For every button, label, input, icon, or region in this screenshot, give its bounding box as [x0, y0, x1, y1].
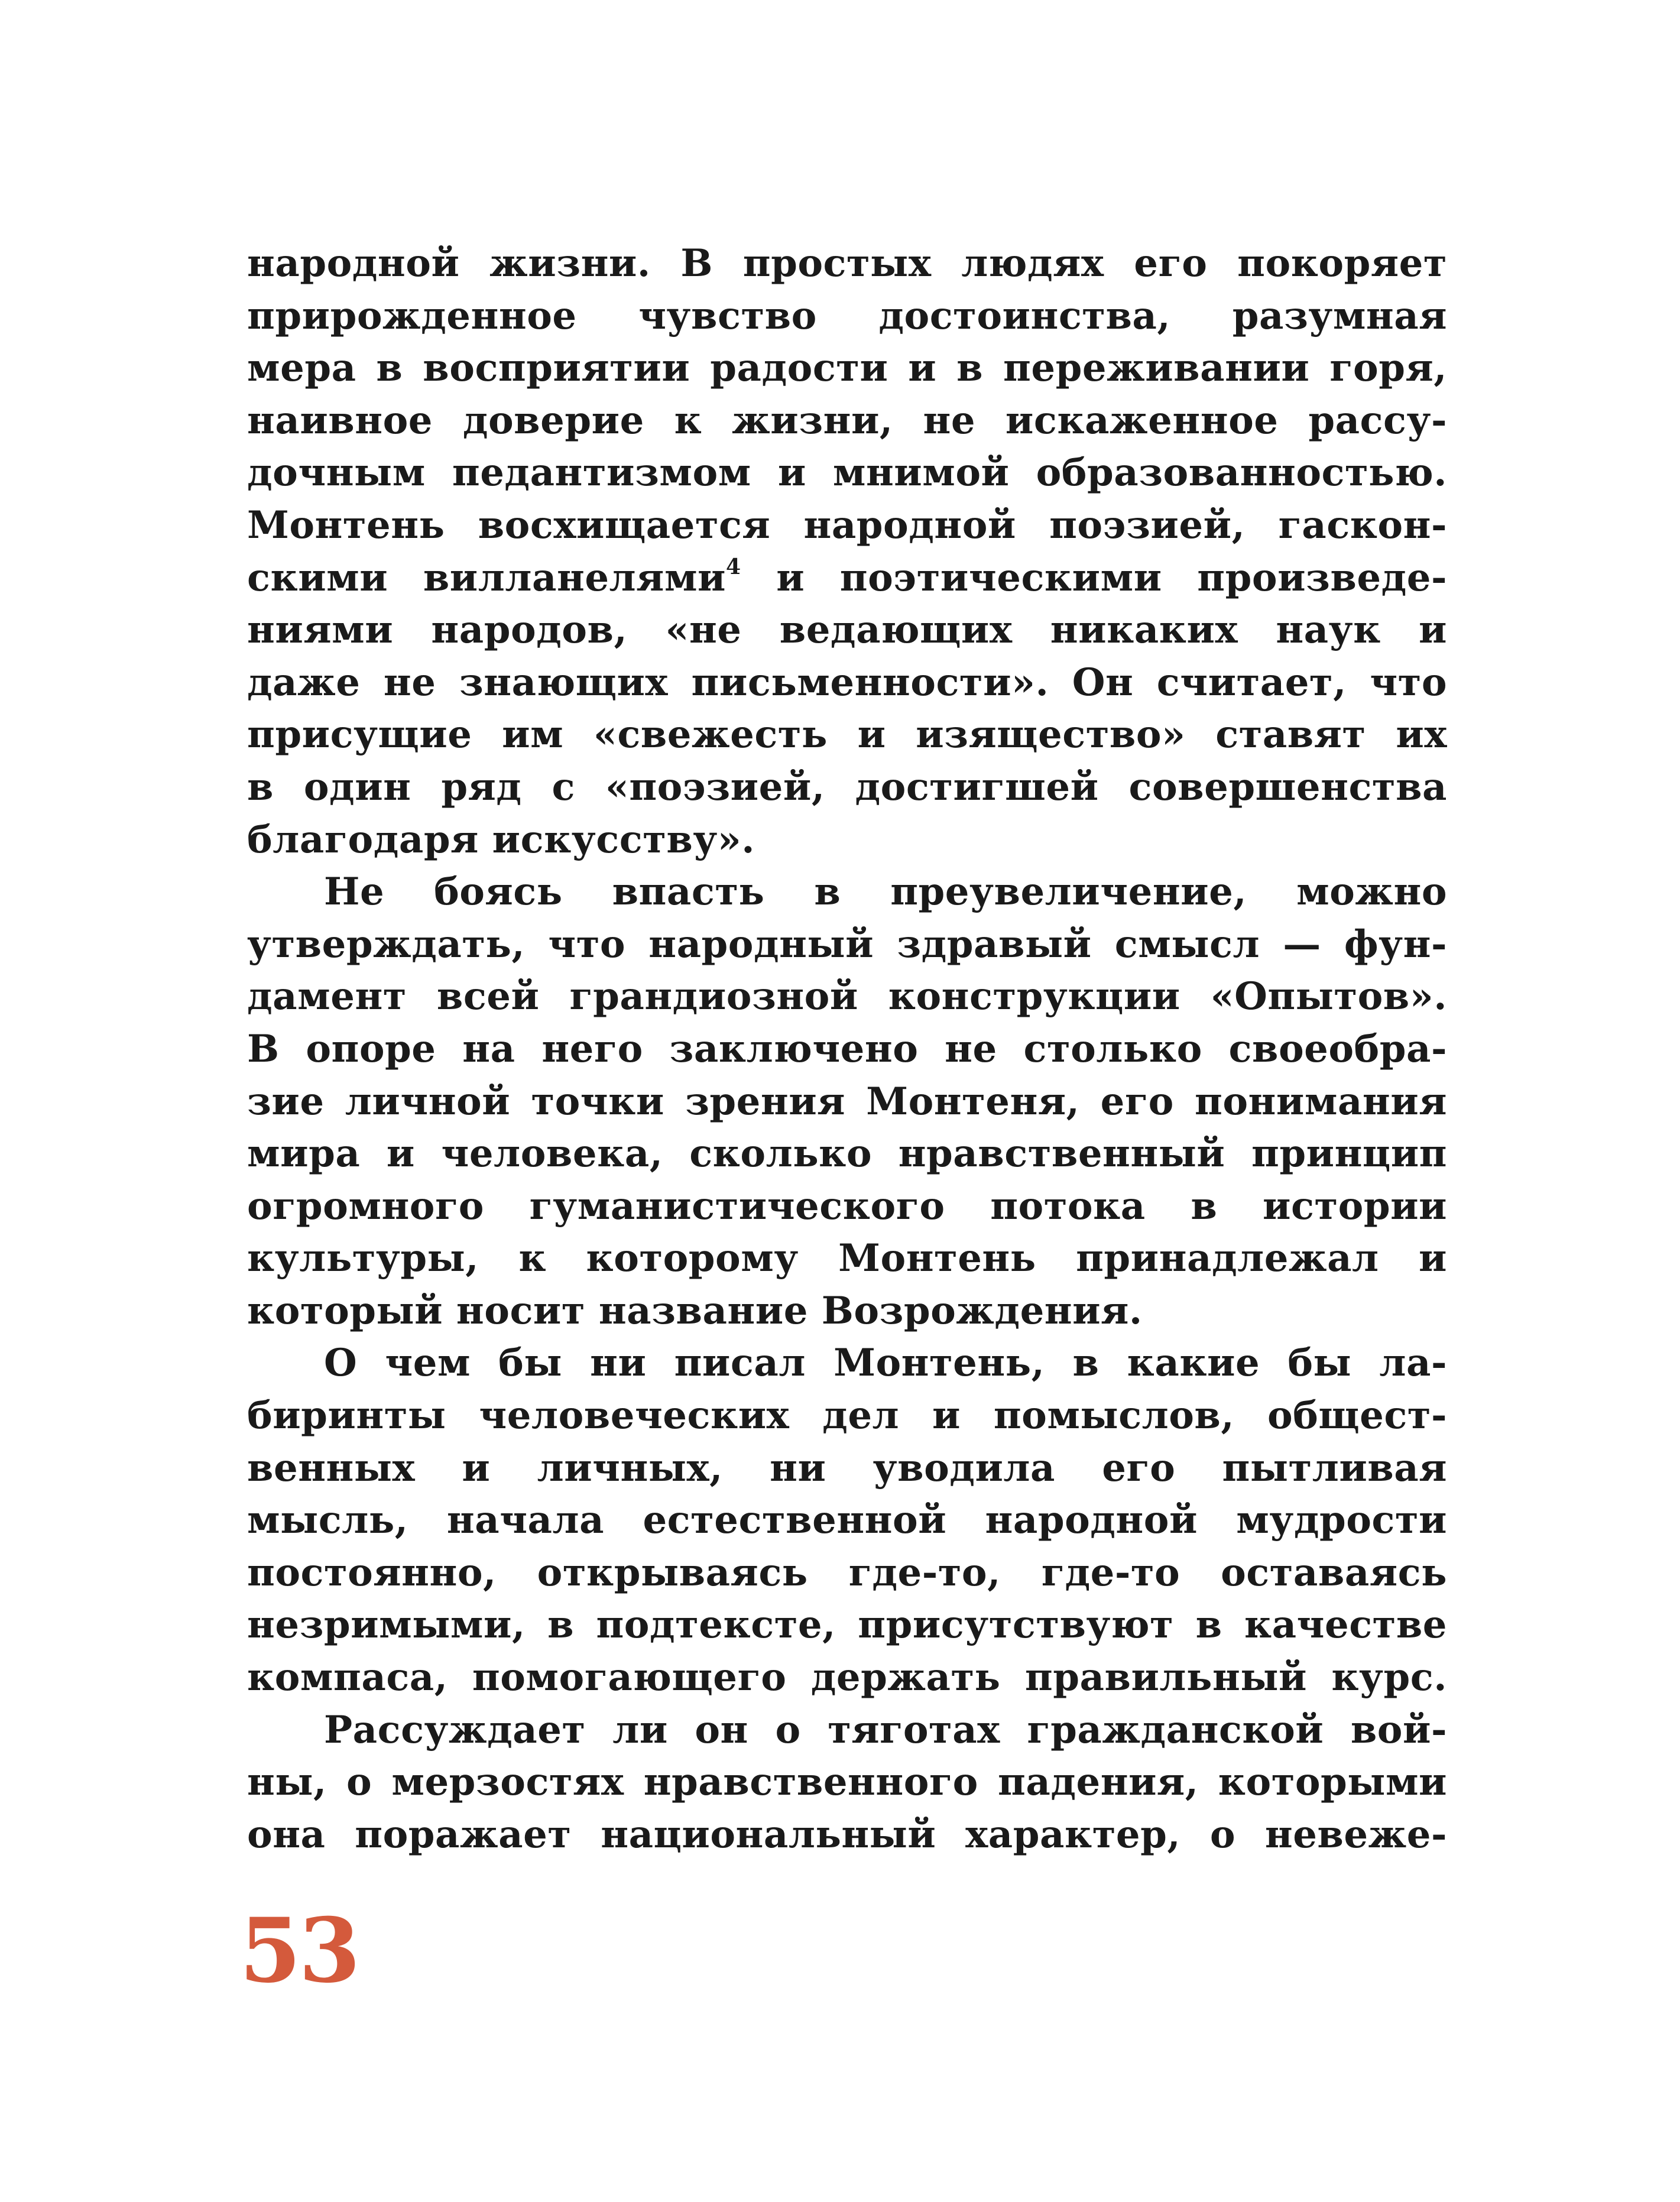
text-line: ниями народов, «не ведающих никаких наук и — [247, 608, 1447, 653]
text-line: постоянно, открываясь где-то, где-то оставаясь — [247, 1550, 1447, 1595]
text-line: который носит название Возрождения. — [247, 1288, 1143, 1333]
text-line: биринты человеческих дел и помыслов, общест- — [247, 1393, 1447, 1438]
paragraph-first-line: Не боясь впасть в преувеличение, можно — [324, 870, 1447, 914]
text-line: В опоре на него заключено не столько своеобра- — [247, 1026, 1447, 1071]
text-fragment: и поэтическими произведе- — [776, 555, 1447, 600]
text-line: компаса, помогающего держать правильный курс. — [247, 1655, 1447, 1700]
text-line: утверждать, что народный здравый смысл — фун- — [247, 922, 1447, 967]
text-line: культуры, к которому Монтень принадлежал и — [247, 1236, 1447, 1281]
text-line: ны, о мерзостях нравственного падения, которыми — [247, 1760, 1447, 1805]
text-line: прирожденное чувство достоинства, разумная — [247, 293, 1447, 338]
footnote-marker[interactable]: 4 — [726, 554, 741, 579]
text-line: она поражает национальный характер, о невеже- — [247, 1812, 1447, 1857]
paragraph-first-line: Рассуждает ли он о тяготах гражданской вой- — [324, 1707, 1447, 1752]
text-line: Монтень восхищается народной поэзией, гаскон- — [247, 502, 1447, 547]
text-line: мысль, начала естественной народной мудрости — [247, 1498, 1447, 1543]
page-number: 53 — [239, 1899, 358, 2003]
text-line: дочным педантизмом и мнимой образованностью. — [247, 450, 1447, 495]
text-line: даже не знающих письменности». Он считает, что — [247, 660, 1447, 705]
text-line: огромного гуманистического потока в истории — [247, 1183, 1447, 1228]
text-line: дамент всей грандиозной конструкции «Опытов». — [247, 974, 1447, 1019]
text-line: мира и человека, сколько нравственный принцип — [247, 1131, 1447, 1176]
text-line-with-footnote — [247, 552, 1447, 605]
text-line: присущие им «свежесть и изящество» ставят их — [247, 712, 1447, 757]
body-text — [247, 238, 1447, 1861]
text-line: незримыми, в подтексте, присутствуют в качестве — [247, 1603, 1447, 1648]
text-fragment: скими вилланелями — [247, 555, 727, 600]
text-line: венных и личных, ни уводила его пытливая — [247, 1445, 1447, 1490]
text-line: наивное доверие к жизни, не искаженное рассу- — [247, 398, 1447, 443]
text-line: мера в восприятии радости и в переживании горя, — [247, 346, 1447, 391]
text-line: в один ряд с «поэзией, достигшей совершенства — [247, 764, 1447, 809]
text-line: зие личной точки зрения Монтеня, его понимания — [247, 1079, 1447, 1124]
paragraph-first-line: О чем бы ни писал Монтень, в какие бы ла- — [324, 1341, 1447, 1386]
text-line: благодаря искусству». — [247, 817, 755, 862]
text-line: народной жизни. В простых людях его покоряет — [247, 241, 1447, 286]
